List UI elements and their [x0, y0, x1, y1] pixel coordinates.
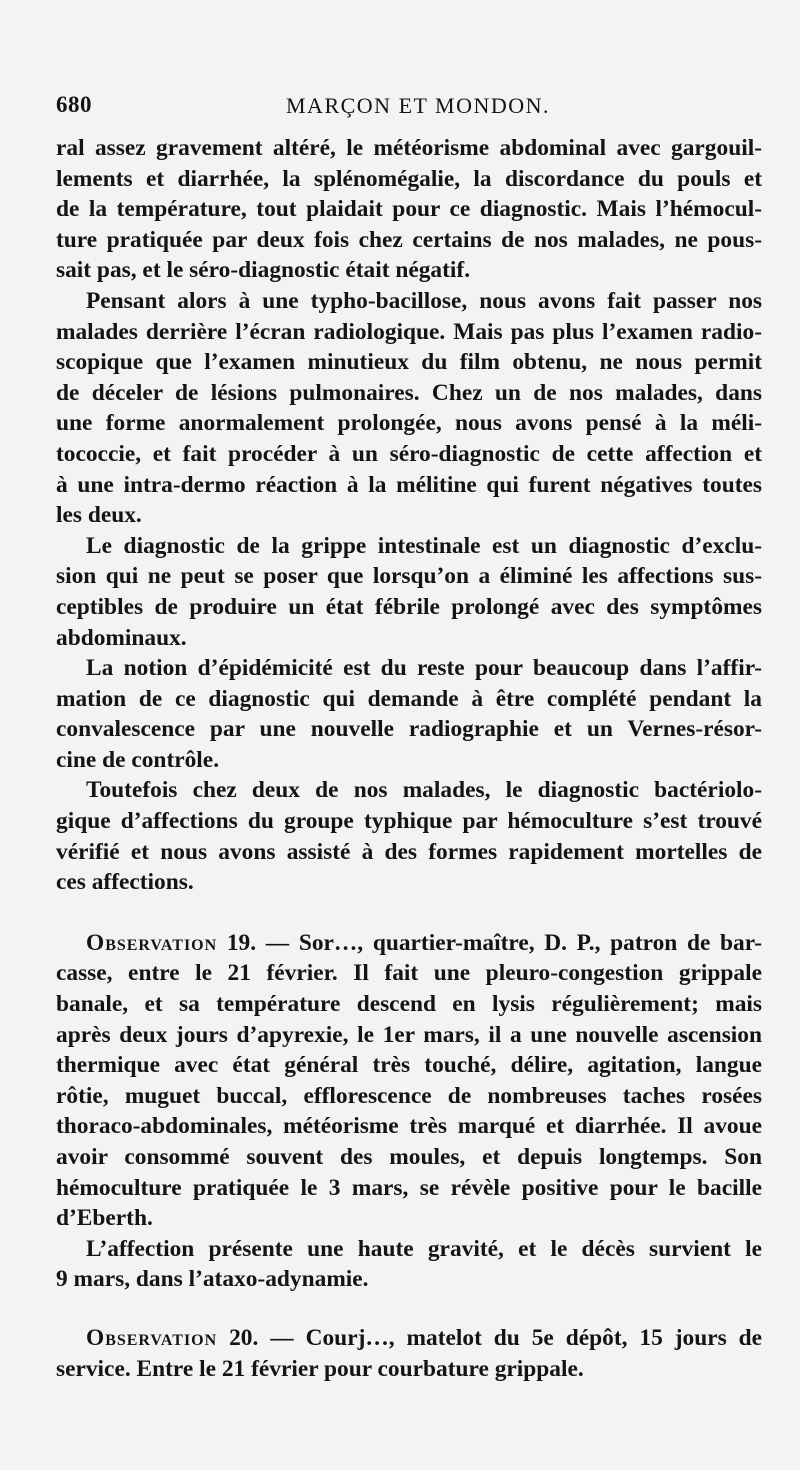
text-line: 9 mars, dans l’ataxo-adynamie.	[56, 1266, 369, 1293]
page-header	[56, 92, 762, 124]
text-line: L’affection présente une haute gravité, et le décès survient le	[86, 1235, 762, 1262]
text-line: scopique que l’examen minutieux du film obtenu, ne nous permit	[56, 349, 762, 376]
text-line: avoir consommé souvent des moules, et depuis longtemps. Son	[56, 1144, 762, 1170]
text-line: de la température, tout plaidait pour ce diagnostic. Mais l’hémocul-	[56, 196, 762, 223]
observation-label: Observation	[86, 1324, 218, 1351]
text-line: service. Entre le 21 février pour courbature grippale.	[56, 1355, 584, 1382]
observation-label: Observation	[86, 929, 218, 956]
text-line: rôtie, muguet buccal, efflorescence de nombreuses taches rosées	[56, 1082, 762, 1109]
text-line: ces affections.	[56, 869, 194, 896]
text-line: ture pratiquée par deux fois chez certains de nos malades, ne pous-	[56, 226, 762, 253]
text-line: convalescence par une nouvelle radiographie et un Vernes-résor-	[56, 716, 762, 743]
running-head: MARÇON ET MONDON.	[286, 93, 551, 118]
section-gap	[56, 1295, 762, 1323]
text-line: à une intra-dermo réaction à la mélitine qui furent négatives toutes	[56, 471, 762, 498]
page-number: 680	[56, 92, 92, 117]
text-line: Toutefois chez deux de nos malades, le diagnostic bactériolo-	[86, 777, 762, 804]
text-line: d’Eberth.	[56, 1205, 153, 1232]
text-line: hémoculture pratiquée le 3 mars, se révèle positive pour le bacille	[56, 1174, 762, 1201]
text-line: Pensant alors à une typho-bacillose, nous avons fait passer nos	[86, 287, 762, 314]
body-text	[56, 133, 762, 1384]
text-line: de déceler de lésions pulmonaires. Chez un de nos malades, dans	[56, 379, 762, 406]
text-line	[56, 1323, 762, 1354]
paragraph-3	[56, 531, 762, 653]
text-line: gique d’affections du groupe typhique par hémoculture s’est trouvé	[56, 808, 762, 835]
paragraph-5	[56, 775, 762, 897]
text-line: thoraco-abdominales, météorisme très marqué et diarrhée. Il avoue	[56, 1113, 762, 1140]
text-line: casse, entre le 21 février. Il fait une pleuro-congestion grippale	[56, 960, 762, 987]
text-line: sion qui ne peut se poser que lorsqu’on a éliminé les affections sus-	[56, 563, 762, 590]
text-line: les deux.	[56, 502, 142, 529]
observation-19-paragraph-2	[56, 1234, 762, 1295]
text-line: cine de contrôle.	[56, 746, 220, 773]
text-line: banale, et sa température descend en lysis régulièrement; mais	[56, 991, 762, 1018]
text-line: ceptibles de produire un état fébrile prolongé avec des symptômes	[56, 593, 762, 620]
paragraph-4	[56, 653, 762, 775]
text-line: ral assez gravement altéré, le météorisme abdominal avec gargouil-	[56, 135, 762, 161]
observation-text: Courj…, matelot du 5e dépôt, 15 jours de	[305, 1324, 762, 1351]
text-line: après deux jours d’apyrexie, le 1er mars, il a une nouvelle ascension	[56, 1021, 762, 1048]
text-line: sait pas, et le séro-diagnostic était négatif.	[56, 257, 471, 284]
text-line: vérifié et nous avons assisté à des formes rapidement mortelles de	[56, 838, 762, 865]
observation-number: 20. —	[217, 1324, 306, 1351]
paragraph-1	[56, 133, 762, 286]
text-line: une forme anormalement prolongée, nous avons pensé à la méli-	[56, 410, 762, 437]
observation-20	[56, 1323, 762, 1384]
text-line: Le diagnostic de la grippe intestinale est un diagnostic d’exclu-	[86, 532, 762, 559]
section-gap	[56, 898, 762, 928]
text-line: thermique avec état général très touché, délire, agitation, langue	[56, 1052, 762, 1079]
text-line: mation de ce diagnostic qui demande à être complété pendant la	[56, 685, 762, 712]
text-line	[56, 928, 762, 959]
observation-text: Sor…, quartier-maître, D. P., patron de bar-	[298, 929, 762, 956]
text-line: lements et diarrhée, la splénomégalie, la discordance du pouls et	[56, 165, 762, 192]
paragraph-2	[56, 286, 762, 531]
text-line: tococcie, et fait procéder à un séro-diagnostic de cette affection et	[56, 440, 762, 467]
observation-number: 19. —	[217, 929, 299, 956]
text-line: abdominaux.	[56, 624, 187, 651]
text-line: malades derrière l’écran radiologique. Mais pas plus l’examen radio-	[56, 318, 762, 345]
text-line: La notion d’épidémicité est du reste pour beaucoup dans l’affir-	[86, 655, 762, 682]
observation-19	[56, 928, 762, 1234]
